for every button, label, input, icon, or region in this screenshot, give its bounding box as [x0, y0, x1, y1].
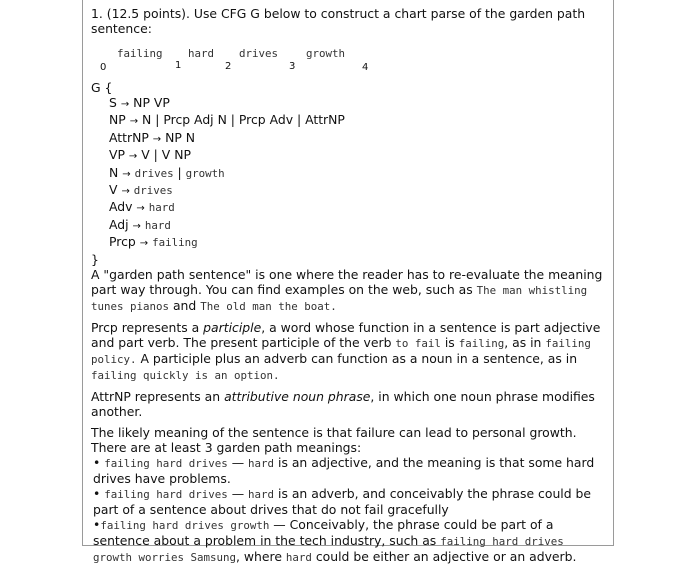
paragraph-participle: Prcp represents a participle, a word whose function in a sentence is part adjective and part verb. The present participle of the verb to fail is failing, as in failing policy. A participle plus an adverb can function as a noun in a sentence, as in failing quickly is an option. — [91, 319, 601, 382]
arrow-icon: → — [129, 116, 139, 128]
rule-vp: VP → V | V NP — [109, 147, 191, 163]
grammar-close: } — [91, 251, 99, 267]
question-line-1: 1. (12.5 points). Use CFG G below to construct a chart parse of the garden path — [91, 6, 586, 21]
rule-prcp: Prcp → failing — [109, 234, 198, 250]
arrow-icon: → — [128, 151, 138, 163]
arrow-icon: → — [139, 238, 149, 250]
rule-v: V → drives — [109, 182, 173, 198]
arrow-icon: → — [121, 186, 130, 198]
paragraph-meanings — [91, 425, 606, 565]
arrow-icon: → — [122, 168, 131, 180]
position-4: 4 — [362, 62, 369, 73]
rule-n: N → drives | growth — [109, 164, 225, 180]
meanings-intro: The likely meaning of the sentence is that failure can lead to personal growth. There are at least 3 garden path meanings: — [91, 424, 577, 455]
grammar-block — [91, 80, 606, 267]
position-3: 3 — [289, 61, 296, 72]
rule-s: S → NP VP — [109, 95, 170, 110]
word-failing: failing — [117, 47, 163, 60]
rule-np: NP → N | Prcp Adj N | Prcp Adv | AttrNP — [109, 112, 345, 128]
rule-adv: Adv → hard — [109, 199, 175, 215]
position-1: 1 — [175, 60, 182, 71]
meaning-bullet-3: •failing hard drives growth — Conceivably, the phrase could be part of a sentence about a problem in the tech industry, such as failing hard drives growth worries Samsung, where hard could be either an adjective or an adverb. — [93, 516, 577, 564]
sentence-with-positions — [91, 46, 606, 76]
grammar-open: G { — [91, 80, 113, 95]
word-growth: growth — [306, 47, 346, 60]
bullet-icon: • — [93, 516, 101, 532]
meaning-bullet-1: • failing hard drives — hard is an adjective, and the meaning is that some hard drives have problems. — [93, 454, 595, 486]
question-line-2: sentence: — [91, 21, 152, 36]
arrow-icon: → — [136, 203, 145, 215]
rule-adj: Adj → hard — [109, 216, 171, 232]
word-drives: drives — [239, 47, 279, 60]
position-0: 0 — [100, 62, 107, 73]
paragraph-attrnp: AttrNP represents an attributive noun phrase, in which one noun phrase modifies another. — [91, 388, 595, 419]
bullet-icon: • — [93, 454, 105, 470]
document — [91, 6, 606, 565]
rule-attrnp: AttrNP → NP N — [109, 129, 196, 145]
word-hard: hard — [188, 47, 215, 60]
arrow-icon: → — [152, 133, 162, 145]
bullet-icon: • — [93, 485, 105, 501]
meaning-bullet-2: • failing hard drives — hard is an adverb, and conceivably the phrase could be part of a sentence about drives that do not fail gracefully — [93, 485, 592, 517]
position-2: 2 — [225, 61, 232, 72]
arrow-icon: → — [132, 220, 141, 232]
arrow-icon: → — [120, 99, 130, 110]
paragraph-garden-path: A "garden path sentence" is one where the reader has to re-evaluate the meaning part way through. You can find examples on the web, such as The man whistling tunes pianos and The old man the boat. — [91, 266, 603, 313]
